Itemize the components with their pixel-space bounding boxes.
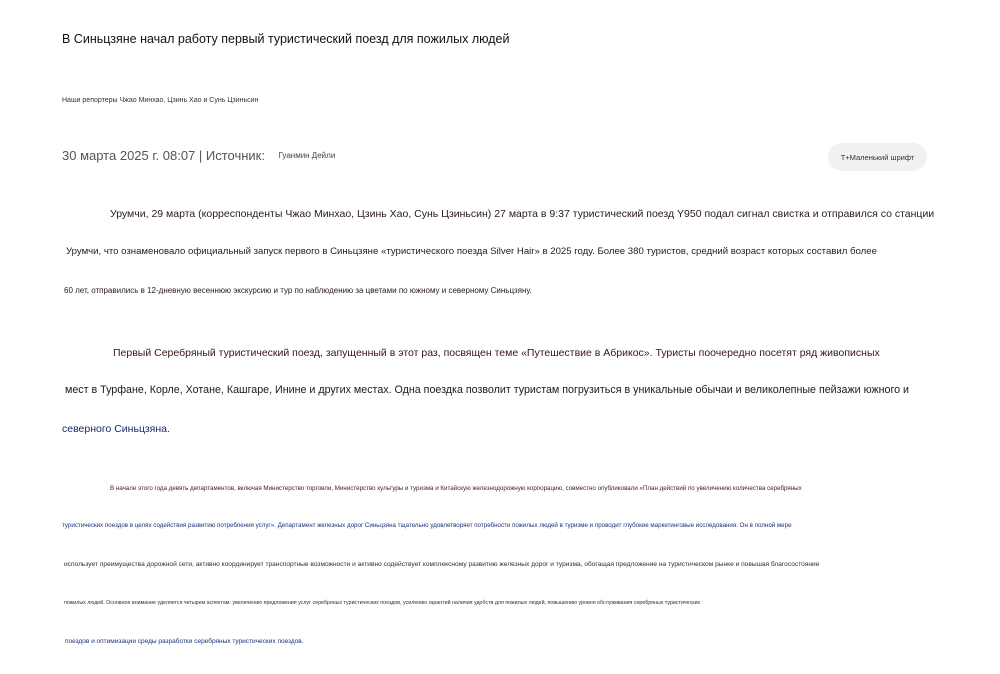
paragraph-3-line-4: пожилых людей. Основное внимание уделяется четырем аспектам: увеличению предложения услуг серебряных туристических поездов, усилению гарантий наличия удобств для пожилых людей, повышению уровня обслуживания серебряных туристических — [64, 600, 701, 606]
paragraph-1-line-2: Урумчи, что ознаменовало официальный запуск первого в Синьцзяне «туристического поезда Silver Hair» в 2025 году. Более 380 туристов, средний возраст которых составил более — [66, 246, 877, 257]
paragraph-3-line-2: туристических поездов в целях содействия развитию потребления услуг». Департамент железных дорог Синьцзяна тщательно удовлетворяет потребности пожилых людей в туризме и проводит глубокие маркетинговые исследования. Он в полной мере — [62, 522, 792, 529]
paragraph-3-line-1: В начале этого года девять департаментов, включая Министерство торговли, Министерство культуры и туризма и Китайскую железнодорожную корпорацию, совместно опубликовали «План действий по увеличению количества серебряных — [110, 485, 802, 492]
paragraph-3-line-5: поездов и оптимизации среды разработки серебряных туристических поездов. — [65, 638, 304, 645]
paragraph-1-line-1: Урумчи, 29 марта (корреспонденты Чжао Минхао, Цзинь Хао, Сунь Цзиньсин) 27 марта в 9:37 туристический поезд Y950 подал сигнал свистка и отправился со станции — [110, 208, 935, 220]
source-name[interactable]: Гуанмин Дейли — [278, 151, 336, 160]
font-size-toggle-button[interactable]: Т+Маленький шрифт — [828, 143, 927, 171]
paragraph-2-line-3: северного Синьцзяна. — [62, 423, 170, 435]
article-meta — [62, 148, 335, 163]
article-byline: Наши репортеры Чжао Минхао, Цзинь Хао и Сунь Цзиньсин — [62, 97, 259, 104]
paragraph-2-line-2: мест в Турфане, Корле, Хотане, Кашгаре, Инине и других местах. Одна поездка позволит туристам погрузиться в уникальные обычаи и великолепные пейзажи южного и — [65, 384, 910, 396]
paragraph-2-line-1: Первый Серебряный туристический поезд, запущенный в этот раз, посвящен теме «Путешествие в Абрикос». Туристы поочередно посетят ряд живописных — [113, 347, 880, 359]
publish-date-source: 30 марта 2025 г. 08:07 | Источник: — [62, 148, 265, 163]
paragraph-1-line-3: 60 лет, отправились в 12-дневную весеннюю экскурсию и тур по наблюдению за цветами по южному и северному Синьцзяну. — [64, 286, 532, 295]
article-headline: В Синьцзяне начал работу первый туристический поезд для пожилых людей — [62, 32, 510, 46]
paragraph-3-line-3: использует преимущества дорожной сети, активно координирует транспортные возможности и активно содействует комплексному развитию железных дорог и туризма, обогащая предложение на туристическом рынке и повышая благосостояние — [64, 561, 820, 568]
